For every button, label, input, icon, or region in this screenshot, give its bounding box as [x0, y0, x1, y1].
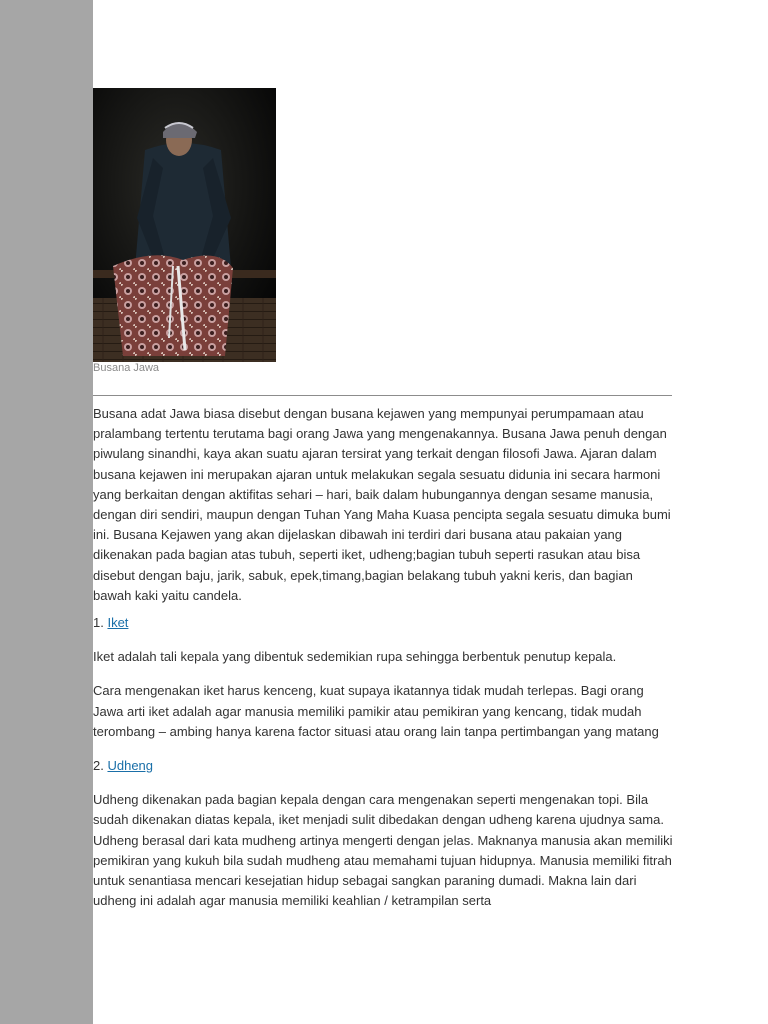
section-number: 1. — [93, 615, 104, 631]
section-paragraph: Iket adalah tali kepala yang dibentuk sedemikian rupa sehingga berbentuk penutup kepala. — [93, 649, 617, 665]
photo-man-in-javanese-dress-icon — [93, 88, 276, 362]
javanese-dress-photo — [93, 88, 276, 362]
udheng-link[interactable]: Udheng — [107, 758, 154, 774]
section-paragraph: Udheng dikenakan pada bagian kepala dengan cara mengenakan seperti mengenakan topi. Bila sudah dikenakan diatas kepala, iket menjadi sulit dibedakan dengan udheng karena ujudnya sama. Udheng berasal dari kata mudheng artinya mengerti dengan jelas. Maknanya manusia akan memiliki pemikiran yang kukuh bila sudah mudheng atau memahami tujuan hidupnya. Manusia memiliki fitrah untuk senantiasa mencari kesejatian hidup sebagai sangkan paraning dumadi. Makna lain dari udheng ini adalah agar manusia memiliki keahlian / ketrampilan serta — [93, 792, 673, 909]
article-body — [93, 404, 673, 911]
section-number: 2. — [93, 758, 104, 774]
horizontal-divider — [93, 395, 672, 396]
section-heading-udheng — [93, 756, 673, 776]
section-heading-iket — [93, 613, 673, 633]
left-sidebar — [0, 0, 93, 1024]
figure-caption: Busana Jawa — [93, 362, 160, 374]
intro-paragraph: Busana adat Jawa biasa disebut dengan busana kejawen yang mempunyai perumpamaan atau pralambang tertentu terutama bagi orang Jawa yang mengenakannya. Busana Jawa penuh dengan piwulang sinandhi, kaya akan suatu ajaran tersirat yang terkait dengan filosofi Jawa. Ajaran dalam busana kejawen ini merupakan ajaran untuk melakukan segala sesuatu didunia ini secara harmoni yang berkaitan dengan aktifitas sehari – hari, baik dalam hubungannya dengan sesame manusia, dengan diri sendiri, maupun dengan Tuhan Yang Maha Kuasa pencipta segala sesuatu dimuka bumi ini. Busana Kejawen yang akan dijelaskan dibawah ini terdiri dari busana atau pakaian yang dikenakan pada bagian atas tubuh, seperti iket, udheng;bagian tubuh seperti rasukan atau bisa disebut dengan baju, jarik, sabuk, epek,timang,bagian belakang tubuh yakni keris, dan bagian bawah kaki yaitu candela. — [93, 406, 671, 603]
section-paragraph: Cara mengenakan iket harus kenceng, kuat supaya ikatannya tidak mudah terlepas. Bagi orang Jawa arti iket adalah agar manusia memiliki pamikir atau pemikiran yang kencang, tidak mudah terombang – ambing hanya karena factor situasi atau orang lain tanpa pertimbangan yang matang — [93, 683, 659, 739]
iket-link[interactable]: Iket — [107, 615, 129, 631]
